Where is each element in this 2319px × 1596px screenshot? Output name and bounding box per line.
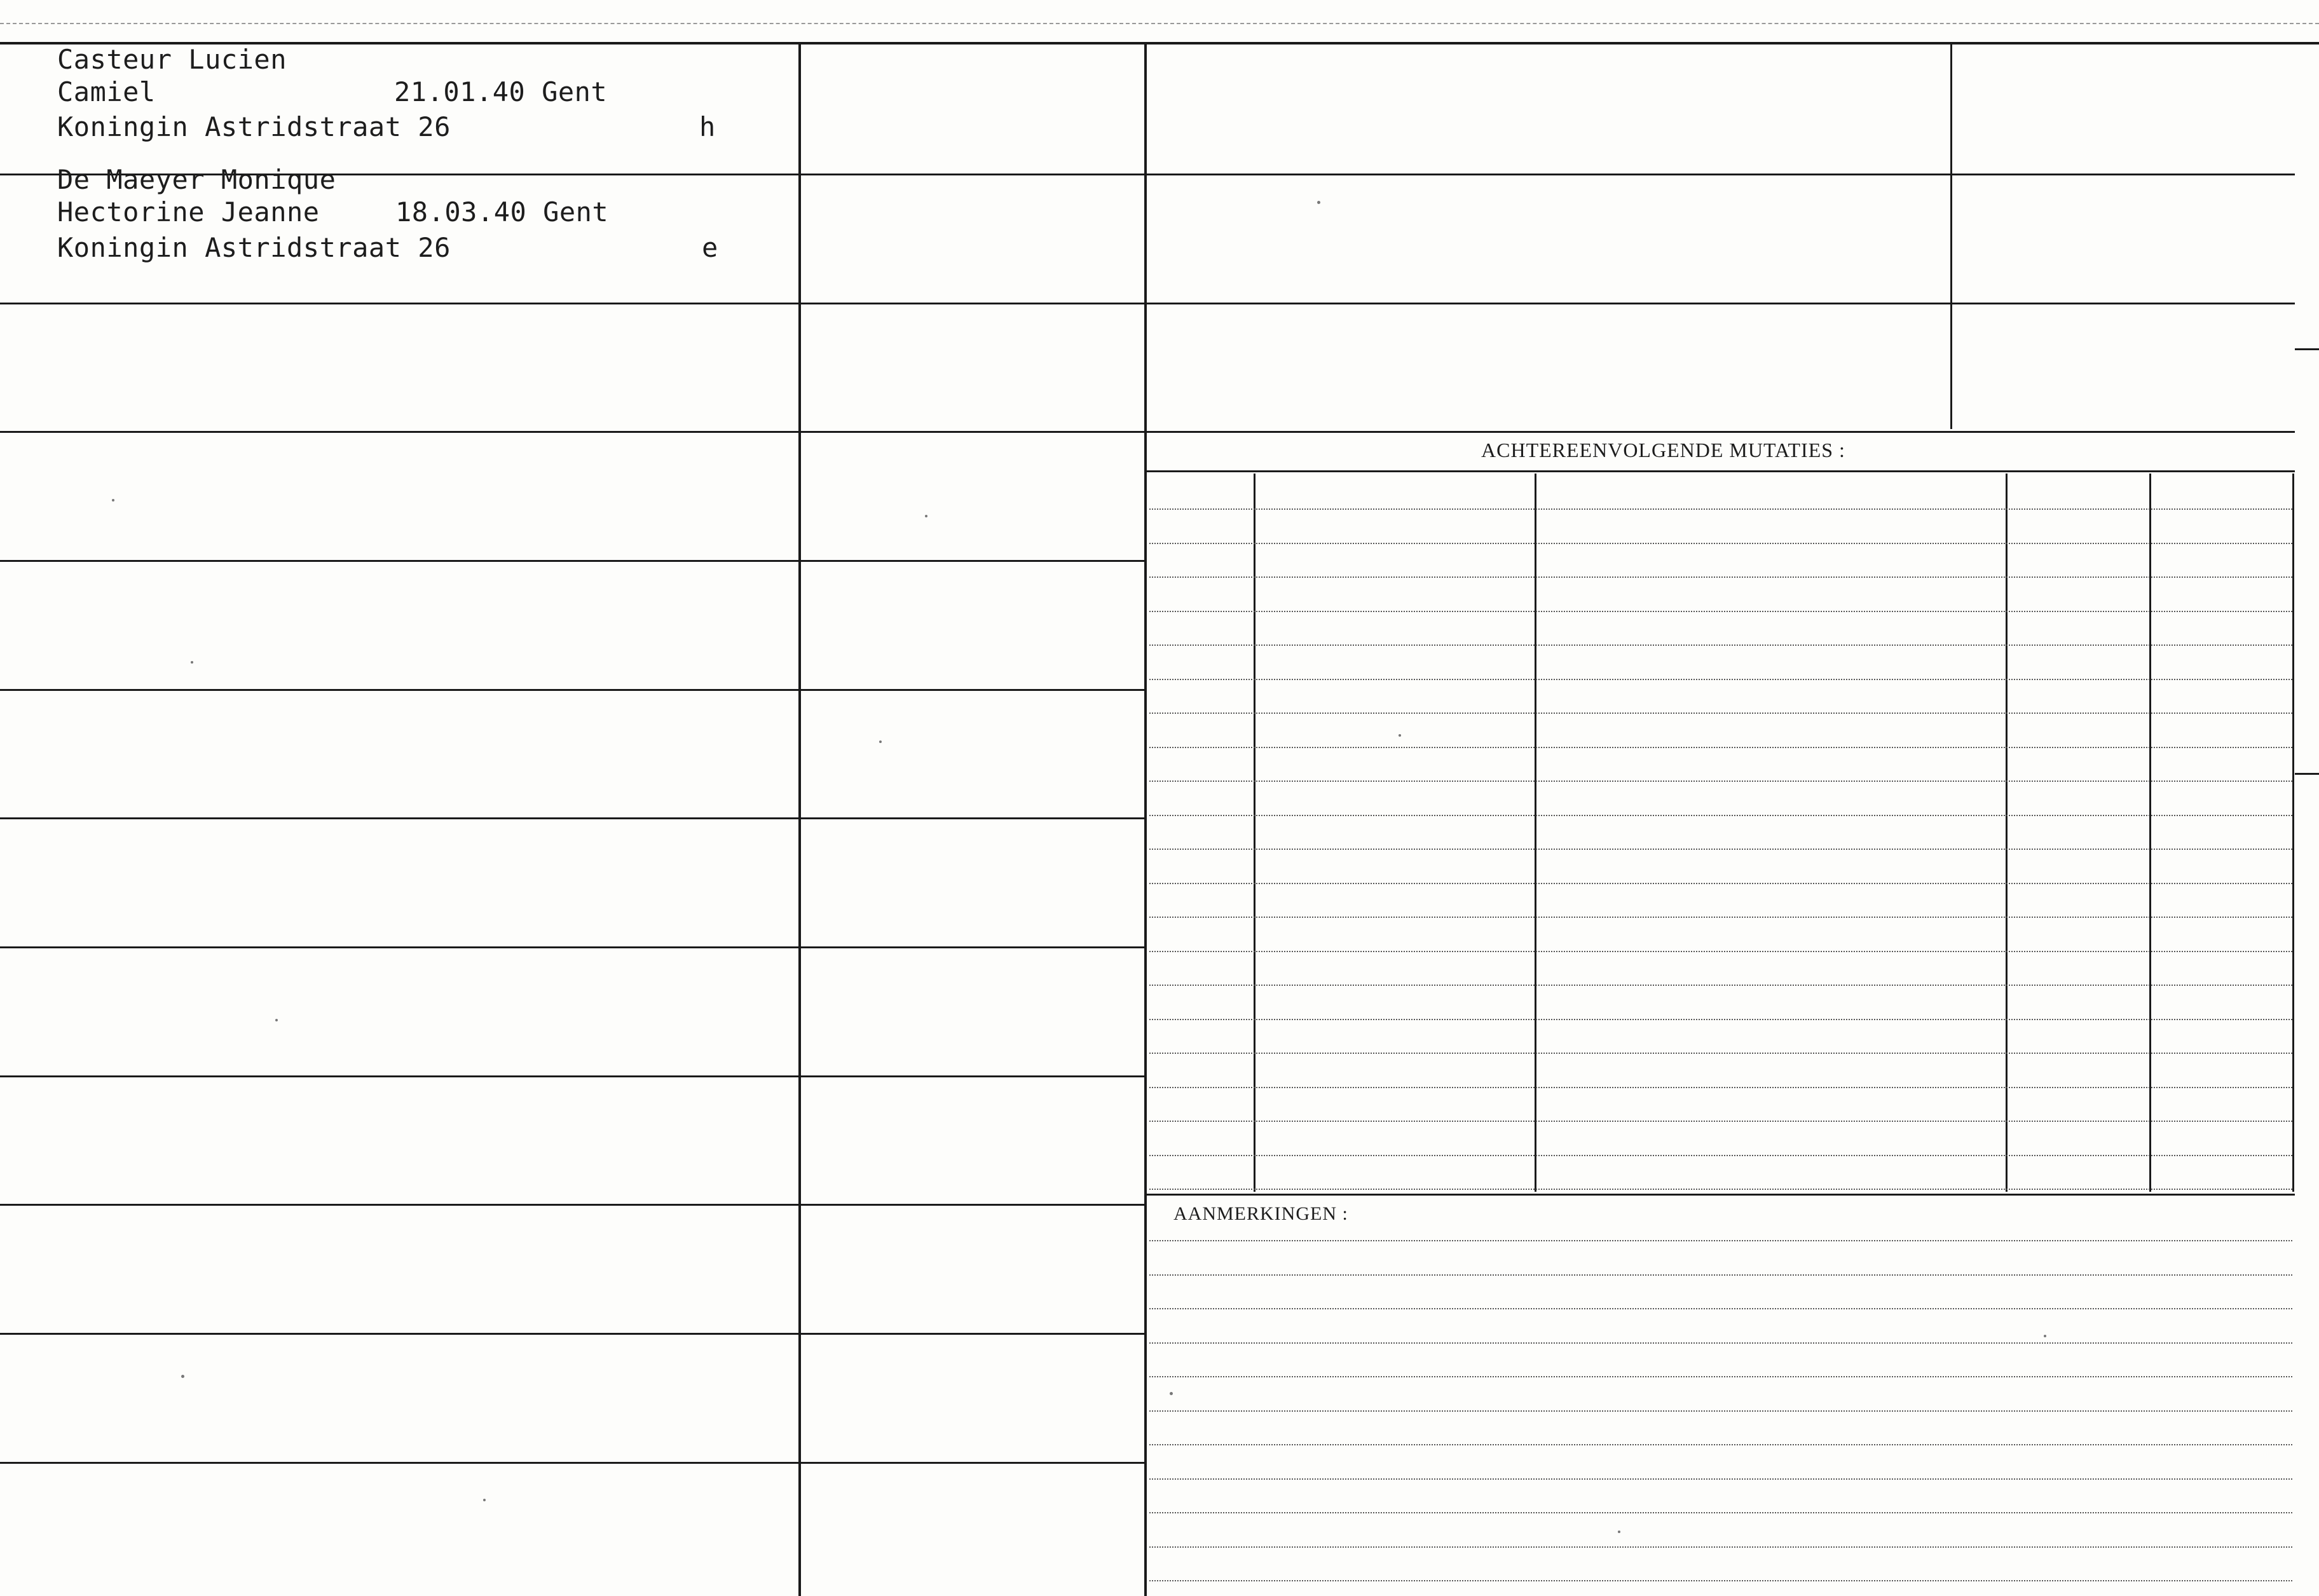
dotted-rule xyxy=(1149,1274,2292,1276)
speck xyxy=(191,661,193,664)
dotted-rule xyxy=(1149,543,2292,544)
dotted-rule xyxy=(1149,1053,2292,1054)
dotted-rule xyxy=(1149,1342,2292,1344)
mutations-col xyxy=(1535,474,1536,1192)
dotted-rule xyxy=(1149,611,2292,612)
speck xyxy=(181,1375,184,1378)
row-line xyxy=(0,303,1147,304)
mutations-col xyxy=(2149,474,2151,1192)
dotted-rule xyxy=(1149,1087,2292,1088)
dotted-rule xyxy=(1149,1444,2292,1445)
dotted-rule xyxy=(1149,1376,2292,1377)
speck xyxy=(483,1499,486,1501)
right-row-line xyxy=(1144,174,2295,175)
column-divider-1 xyxy=(798,44,801,1596)
mutations-col xyxy=(2006,474,2008,1192)
dotted-rule xyxy=(1149,1121,2292,1122)
dotted-rule xyxy=(1149,781,2292,782)
dotted-rule xyxy=(1149,508,2292,510)
dotted-rule xyxy=(1149,1019,2292,1020)
row-line xyxy=(0,560,1147,562)
margin-tick xyxy=(2295,773,2319,775)
right-row-line xyxy=(1144,431,2295,433)
column-divider-3 xyxy=(1950,44,1952,429)
speck xyxy=(1170,1392,1173,1395)
speck xyxy=(275,1019,278,1021)
speck xyxy=(879,740,882,743)
column-divider-2 xyxy=(1144,44,1147,1596)
dotted-rule xyxy=(1149,576,2292,578)
dotted-rule xyxy=(1149,917,2292,918)
dotted-rule xyxy=(1149,645,2292,646)
dotted-rule xyxy=(1149,951,2292,952)
row-line xyxy=(0,1075,1147,1077)
dotted-rule xyxy=(1149,1580,2292,1581)
row-line xyxy=(0,689,1147,691)
margin-tick xyxy=(2295,348,2319,350)
mutations-heading: ACHTEREENVOLGENDE MUTATIES : xyxy=(1481,439,1845,461)
speck xyxy=(1399,734,1401,737)
dotted-rule xyxy=(1149,985,2292,986)
record-surname: De Maeyer Monique xyxy=(57,164,336,195)
dotted-rule xyxy=(1149,1240,2292,1241)
top-edge-noise xyxy=(0,23,2319,24)
dotted-rule xyxy=(1149,815,2292,816)
dotted-rule xyxy=(1149,1546,2292,1548)
record-given-names: Hectorine Jeanne xyxy=(57,196,320,228)
right-row-line xyxy=(1144,303,2295,304)
speck xyxy=(1618,1531,1620,1533)
dotted-rule xyxy=(1149,713,2292,714)
row-line xyxy=(0,817,1147,819)
record-address: Koningin Astridstraat 26 xyxy=(57,111,451,142)
dotted-rule xyxy=(1149,1155,2292,1156)
dotted-rule xyxy=(1149,747,2292,748)
dotted-rule xyxy=(1149,1512,2292,1513)
mutations-bottom-line xyxy=(1144,1194,2295,1196)
dotted-rule xyxy=(1149,1308,2292,1309)
dotted-rule xyxy=(1149,849,2292,850)
record-code: h xyxy=(699,111,716,142)
speck xyxy=(1317,201,1320,204)
mutations-col xyxy=(1254,474,1255,1192)
record-address: Koningin Astridstraat 26 xyxy=(57,232,451,263)
top-border xyxy=(0,42,2319,44)
speck xyxy=(2044,1335,2046,1337)
speck xyxy=(925,515,927,517)
dotted-rule xyxy=(1149,883,2292,884)
row-line xyxy=(0,946,1147,948)
record-code: e xyxy=(702,232,718,263)
dotted-rule xyxy=(1149,1189,2292,1190)
row-line xyxy=(0,1462,1147,1464)
record-birth: 18.03.40 Gent xyxy=(395,196,609,228)
record-given-names: Camiel xyxy=(57,76,156,107)
row-line xyxy=(0,1333,1147,1335)
remarks-heading: AANMERKINGEN : xyxy=(1173,1203,1348,1224)
dotted-rule xyxy=(1149,1478,2292,1480)
dotted-rule xyxy=(1149,679,2292,680)
record-surname: Casteur Lucien xyxy=(57,44,287,75)
mutations-col xyxy=(2292,474,2294,1192)
mutations-top-line xyxy=(1144,470,2295,472)
row-line xyxy=(0,431,1147,433)
dotted-rule xyxy=(1149,1410,2292,1412)
speck xyxy=(112,499,114,501)
record-birth: 21.01.40 Gent xyxy=(394,76,608,107)
row-line xyxy=(0,1204,1147,1206)
